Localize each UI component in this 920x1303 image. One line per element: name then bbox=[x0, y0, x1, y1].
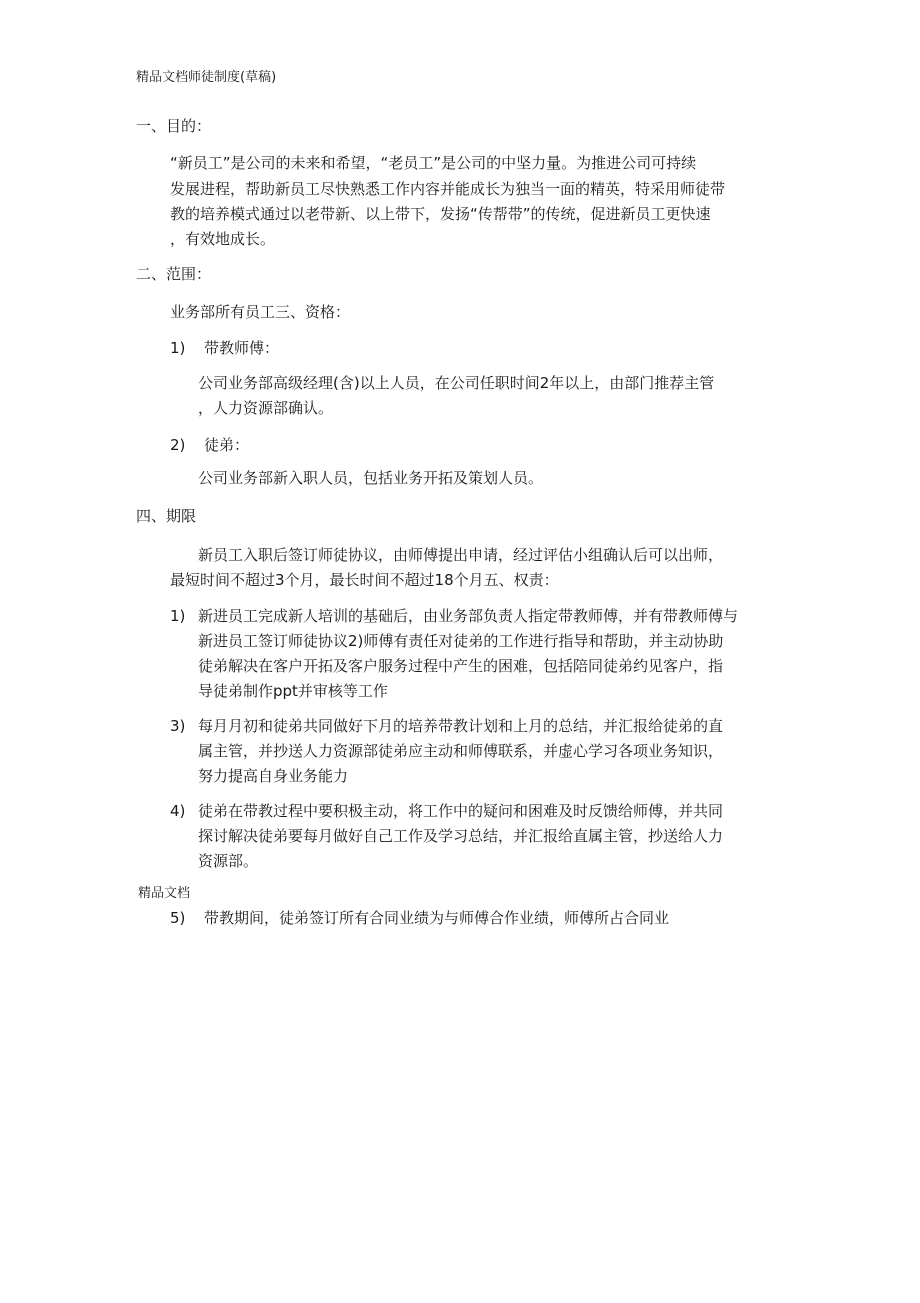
list-item bbox=[170, 338, 279, 358]
paragraph-line: 探讨解决徒弟要每月做好自己工作及学习总结，并汇报给直属主管，抄送给人力 bbox=[198, 827, 724, 845]
section-heading-period: 四、期限 bbox=[136, 507, 197, 525]
paragraph-line: ，人力资源部确认。 bbox=[198, 399, 334, 417]
item-title: 徒弟： bbox=[204, 436, 250, 454]
paragraph-line: 发展进程，帮助新员工尽快熟悉工作内容并能成长为独当一面的精英，特采用师徒带 bbox=[170, 180, 726, 198]
paragraph-line: 教的培养模式通过以老带新、以上带下，发扬“传帮带”的传统，促进新员工更快速 bbox=[170, 205, 711, 223]
paragraph-line: 新进员工签订师徒协议2)师傅有责任对徒弟的工作进行指导和帮助，并主动协助 bbox=[198, 632, 724, 650]
paragraph-line: 最短时间不超过3个月，最长时间不超过18个月五、权责： bbox=[170, 571, 559, 589]
item-number: 5) bbox=[170, 909, 186, 927]
section-heading-purpose: 一、目的： bbox=[136, 117, 212, 135]
paragraph-line: 公司业务部高级经理(含)以上人员，在公司任职时间2年以上，由部门推荐主管 bbox=[198, 374, 715, 392]
list-item bbox=[170, 435, 249, 455]
paragraph-line: 努力提高自身业务能力 bbox=[198, 767, 349, 785]
item-number: 4) bbox=[170, 802, 186, 820]
item-number: 3) bbox=[170, 717, 186, 735]
paragraph-line: 公司业务部新入职人员，包括业务开拓及策划人员。 bbox=[198, 469, 544, 487]
paragraph-line: 每月月初和徒弟共同做好下月的培养带教计划和上月的总结，并汇报给徒弟的直 bbox=[198, 717, 724, 735]
paragraph-line: 导徒弟制作ppt并审核等工作 bbox=[198, 682, 388, 700]
paragraph-line: 带教期间，徒弟签订所有合同业绩为与师傅合作业绩，师傅所占合同业 bbox=[204, 909, 670, 927]
paragraph-line: 属主管，并抄送人力资源部徒弟应主动和师傅联系，并虚心学习各项业务知识， bbox=[198, 742, 724, 760]
paragraph-line: 新进员工完成新人培训的基础后，由业务部负责人指定带教师傅，并有带教师傅与 bbox=[198, 607, 739, 625]
scope-text: 业务部所有员工三、资格： bbox=[170, 303, 351, 321]
section-heading-scope: 二、范围： bbox=[136, 265, 212, 283]
paragraph-line: “新员工”是公司的未来和希望，“老员工”是公司的中坚力量。为推进公司可持续 bbox=[170, 154, 697, 172]
paragraph-line: ，有效地成长。 bbox=[170, 230, 276, 248]
document-title: 精品文档师徒制度(草稿) bbox=[136, 70, 277, 85]
paragraph-line: 资源部。 bbox=[198, 852, 259, 870]
paragraph-line: 徒弟解决在客户开拓及客户服务过程中产生的困难，包括陪同徒弟约见客户，指 bbox=[198, 657, 724, 675]
footer-label: 精品文档 bbox=[138, 886, 191, 901]
item-number: 2) bbox=[170, 436, 186, 454]
item-title: 带教师傅： bbox=[204, 339, 280, 357]
item-number: 1) bbox=[170, 339, 186, 357]
paragraph-line: 徒弟在带教过程中要积极主动，将工作中的疑问和困难及时反馈给师傅，并共同 bbox=[198, 802, 724, 820]
paragraph-line: 新员工入职后签订师徒协议，由师傅提出申请，经过评估小组确认后可以出师， bbox=[198, 546, 724, 564]
item-number: 1) bbox=[170, 607, 186, 625]
